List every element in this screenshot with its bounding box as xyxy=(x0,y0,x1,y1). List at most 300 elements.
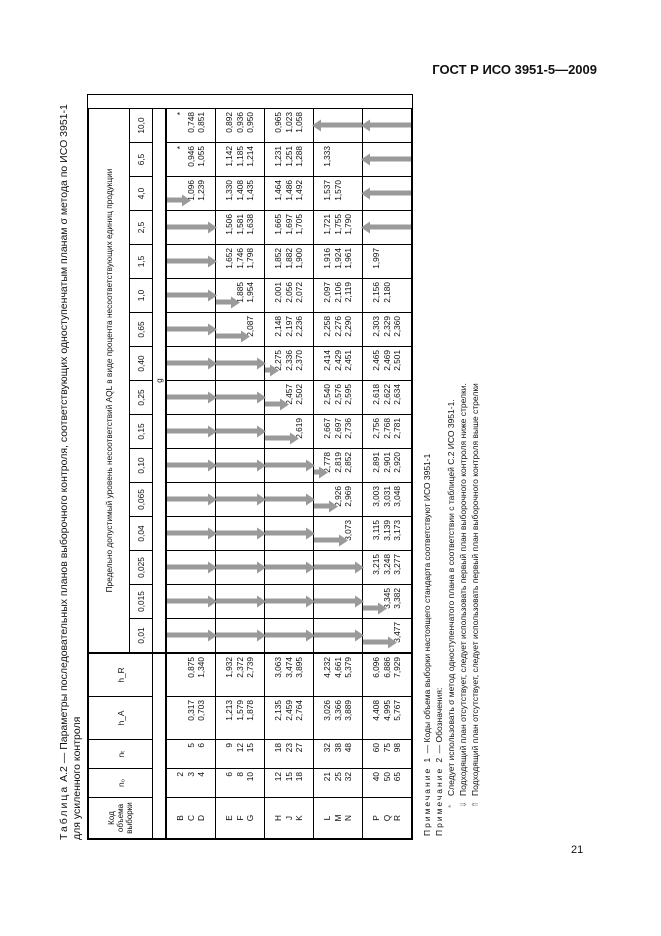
value: 7,929 xyxy=(392,657,403,678)
g-value xyxy=(382,248,393,250)
arrow-down-icon xyxy=(167,225,209,230)
cell-g xyxy=(265,347,314,381)
value: 65 xyxy=(392,772,403,782)
cell-hR xyxy=(265,653,314,697)
arrow-down-icon xyxy=(216,334,242,339)
cell-g xyxy=(314,245,363,279)
table-row xyxy=(166,109,216,839)
arrow-down-icon xyxy=(216,463,258,468)
g-value: 1,239 xyxy=(196,180,207,201)
table-row xyxy=(216,109,265,839)
cell-g xyxy=(166,483,216,517)
value: 5,767 xyxy=(392,700,403,721)
header-aql-level: 2,5 xyxy=(130,211,153,245)
value: 2,739 xyxy=(245,657,256,678)
cell-g xyxy=(363,109,412,143)
g-value: 2,451 xyxy=(343,350,354,371)
cell-g xyxy=(314,619,363,654)
arrow-up-icon xyxy=(320,123,362,128)
g-value xyxy=(343,146,354,148)
note2-text: — Обозначения: xyxy=(434,687,444,754)
g-value: 1,798 xyxy=(245,248,256,269)
g-value: 1,251 xyxy=(283,146,294,167)
cell-nt xyxy=(363,740,412,769)
g-value: 3,215 xyxy=(371,554,382,575)
value: 2,135 xyxy=(273,700,284,721)
arrow-up-icon xyxy=(369,157,411,162)
g-value xyxy=(273,418,284,420)
g-value: 2,329 xyxy=(381,316,392,337)
g-value: 3,477 xyxy=(392,622,403,643)
value: 1,932 xyxy=(224,657,235,678)
value: 3,063 xyxy=(273,657,284,678)
cell-g xyxy=(363,177,412,211)
value: P xyxy=(371,815,382,821)
value: 0,703 xyxy=(196,700,207,721)
g-value: 2,072 xyxy=(294,282,305,303)
g-value: 2,756 xyxy=(371,418,382,439)
header-ha: h_A xyxy=(89,697,153,740)
g-value: 1,924 xyxy=(332,248,343,269)
g-value: 1,492 xyxy=(294,180,305,201)
value: 25 xyxy=(332,772,343,782)
g-value: 1,330 xyxy=(224,180,235,201)
arrow-down-icon xyxy=(216,497,258,502)
footnote-asterisk xyxy=(445,88,457,836)
g-value: 2,697 xyxy=(332,418,343,439)
cell-g xyxy=(363,585,412,619)
cell-g xyxy=(265,211,314,245)
value: 27 xyxy=(294,743,305,753)
g-value: 2,540 xyxy=(322,384,333,405)
cell-g xyxy=(216,211,265,245)
g-value: 2,119 xyxy=(343,282,354,303)
cell-g xyxy=(166,143,216,177)
g-value: 2,106 xyxy=(332,282,343,303)
arrow-down-icon: ⇓ xyxy=(458,800,468,808)
cell-g xyxy=(166,211,216,245)
value: 15 xyxy=(245,743,256,753)
arrow-down-icon xyxy=(216,599,258,604)
arrow-down-icon xyxy=(167,293,209,298)
header-aql-level: 10,0 xyxy=(130,109,153,143)
g-value: 2,619 xyxy=(294,418,305,439)
g-value xyxy=(392,248,403,250)
cell-g xyxy=(166,551,216,585)
g-value xyxy=(224,282,235,284)
arrow-down-icon xyxy=(167,429,209,434)
cell-g xyxy=(166,177,216,211)
document-header: ГОСТ Р ИСО 3951-5—2009 xyxy=(432,62,597,77)
header-hr: h_R xyxy=(89,653,153,697)
g-value: 2,056 xyxy=(283,282,294,303)
cell-g xyxy=(166,517,216,551)
value: 48 xyxy=(343,743,354,753)
footnote-text: Следует использовать σ метод одноступенчатого плана в соответствии с таблицей С.2 ИСО 3951-1. xyxy=(446,399,456,796)
g-value: 2,768 xyxy=(381,418,392,439)
g-value: 1,231 xyxy=(273,146,284,167)
cell-g xyxy=(363,211,412,245)
arrow-down-icon xyxy=(167,327,209,332)
cell-g xyxy=(216,551,265,585)
g-value: 2,576 xyxy=(332,384,343,405)
g-value: 2,156 xyxy=(371,282,382,303)
arrow-down-icon xyxy=(314,599,356,604)
g-value xyxy=(273,384,284,386)
value: 75 xyxy=(381,743,392,753)
note1-text: — Коды объема выборки настоящего стандарта соответствуют ИСО 3951-1 xyxy=(422,453,432,754)
g-value: 3,277 xyxy=(392,554,403,575)
g-value: 1,214 xyxy=(245,146,256,167)
g-value: 2,819 xyxy=(332,452,343,473)
cell-g xyxy=(265,177,314,211)
g-value: 0,748 xyxy=(185,112,196,133)
header-nt: nₜ xyxy=(89,740,153,769)
g-value: 2,001 xyxy=(273,282,284,303)
parameters-table xyxy=(88,108,412,839)
cell-g xyxy=(216,313,265,347)
g-value: 2,429 xyxy=(332,350,343,371)
g-value: 2,236 xyxy=(294,316,305,337)
cell-g xyxy=(363,551,412,585)
g-value: 0,946 xyxy=(185,146,196,167)
cell-g xyxy=(314,313,363,347)
g-value: 0,965 xyxy=(273,112,284,133)
cell-g xyxy=(363,245,412,279)
cell-nt xyxy=(265,740,314,769)
value: Q xyxy=(381,814,392,822)
cell-g xyxy=(265,585,314,619)
cell-g xyxy=(265,143,314,177)
value: 1,878 xyxy=(245,700,256,721)
notes xyxy=(421,88,481,840)
g-value xyxy=(322,486,333,488)
cell-g xyxy=(363,313,412,347)
cell-hR xyxy=(363,653,412,697)
g-value: 1,882 xyxy=(283,248,294,269)
value: 4,661 xyxy=(332,657,343,678)
g-value xyxy=(371,588,382,590)
g-value: 3,173 xyxy=(392,520,403,541)
value: 18 xyxy=(294,772,305,782)
g-value: 1,333 xyxy=(322,146,333,167)
g-value: 0,936 xyxy=(234,112,245,133)
value: J xyxy=(283,815,294,821)
value: C xyxy=(185,815,196,821)
header-aql-level: 0,04 xyxy=(130,517,153,551)
table-row xyxy=(314,109,363,839)
cell-g xyxy=(314,585,363,619)
cell-g xyxy=(216,619,265,654)
cell-g xyxy=(265,483,314,517)
value: 40 xyxy=(371,772,382,782)
note2-label: Примечание 2 xyxy=(434,755,444,836)
cell-g xyxy=(216,585,265,619)
arrow-down-icon xyxy=(363,606,379,611)
g-value: 3,048 xyxy=(392,486,403,507)
value: 1,340 xyxy=(196,657,207,678)
arrow-down-icon xyxy=(216,300,232,305)
arrow-down-icon xyxy=(216,531,258,536)
g-value: 1,638 xyxy=(245,214,256,235)
value: 32 xyxy=(343,772,354,782)
footnote-text: Подходящий план отсутствует, следует использовать первый план выборочного контроля ниже стрелки. xyxy=(458,383,468,796)
g-value: 2,891 xyxy=(371,452,382,473)
g-value: 2,258 xyxy=(322,316,333,337)
cell-g xyxy=(216,381,265,415)
cell-g xyxy=(314,449,363,483)
g-value xyxy=(392,282,403,284)
g-value: 2,469 xyxy=(381,350,392,371)
arrow-down-icon xyxy=(216,361,258,366)
header-aql-level: 0,40 xyxy=(130,347,153,381)
value: 5 xyxy=(185,743,196,748)
g-value: 1,705 xyxy=(294,214,305,235)
cell-g xyxy=(314,381,363,415)
cell-g xyxy=(265,381,314,415)
value: 15 xyxy=(283,772,294,782)
cell-g xyxy=(314,415,363,449)
arrow-down-icon xyxy=(265,633,307,638)
g-value: 2,336 xyxy=(283,350,294,371)
cell-g xyxy=(216,483,265,517)
arrow-down-icon xyxy=(167,531,209,536)
g-value: 1,288 xyxy=(294,146,305,167)
g-value: 0,851 xyxy=(196,112,207,133)
header-aql-level: 6,5 xyxy=(130,143,153,177)
arrow-down-icon xyxy=(265,368,271,373)
table-row xyxy=(363,109,412,839)
cell-g xyxy=(314,211,363,245)
arrow-down-icon xyxy=(216,633,258,638)
cell-g xyxy=(216,449,265,483)
g-value: 3,031 xyxy=(381,486,392,507)
value xyxy=(175,743,186,745)
g-value xyxy=(322,520,333,522)
cell-g xyxy=(314,347,363,381)
g-value: 2,781 xyxy=(392,418,403,439)
value: 98 xyxy=(392,743,403,753)
cell-g xyxy=(166,279,216,313)
value: 2 xyxy=(175,772,186,777)
arrow-down-icon xyxy=(167,395,209,400)
arrow-down-icon xyxy=(167,198,183,203)
rotated-table-page xyxy=(58,88,588,840)
cell-g xyxy=(166,347,216,381)
cell-codes xyxy=(265,798,314,839)
value: 50 xyxy=(381,772,392,782)
value: 4 xyxy=(196,772,207,777)
g-value: 3,139 xyxy=(381,520,392,541)
cell-g xyxy=(216,143,265,177)
arrow-up-icon: ⇑ xyxy=(470,800,480,808)
g-value xyxy=(371,622,382,624)
value: 1,213 xyxy=(224,700,235,721)
arrow-down-icon xyxy=(314,504,330,509)
header-aql-level: 4,0 xyxy=(130,177,153,211)
cell-g xyxy=(216,347,265,381)
cell-g xyxy=(363,381,412,415)
value: 4,408 xyxy=(371,700,382,721)
arrow-down-icon xyxy=(216,565,258,570)
cell-g xyxy=(216,415,265,449)
value: E xyxy=(224,815,235,821)
value: N xyxy=(343,815,354,821)
arrow-down-icon xyxy=(167,259,209,264)
cell-g xyxy=(166,109,216,143)
g-value: 2,667 xyxy=(322,418,333,439)
g-value: 2,360 xyxy=(392,316,403,337)
cell-nt xyxy=(314,740,363,769)
value: 3 xyxy=(185,772,196,777)
g-value xyxy=(224,316,235,318)
cell-n0 xyxy=(216,769,265,798)
arrow-down-icon xyxy=(216,429,258,434)
g-value: 2,920 xyxy=(392,452,403,473)
g-value: 1,486 xyxy=(283,180,294,201)
cell-hR xyxy=(314,653,363,697)
header-aql-level: 0,025 xyxy=(130,551,153,585)
g-value: 1,058 xyxy=(294,112,305,133)
g-value: 2,969 xyxy=(343,486,354,507)
caption-prefix: Таблица xyxy=(58,784,70,840)
g-value: 1,746 xyxy=(234,248,245,269)
footnote-down-arrow xyxy=(457,88,469,836)
cell-n0 xyxy=(363,769,412,798)
caption-text: A.2 — Параметры последовательных планов выборочного контроля, соответствующих одноступенчатым планам σ метода по ИСО 3951-1 для усиленного контроля xyxy=(58,104,83,840)
value: 5,379 xyxy=(343,657,354,678)
cell-g xyxy=(166,245,216,279)
cell-g xyxy=(314,143,363,177)
arrow-down-icon xyxy=(167,633,209,638)
g-value: 3,382 xyxy=(392,588,403,609)
g-value: 2,852 xyxy=(343,452,354,473)
cell-g xyxy=(363,415,412,449)
g-value: 1,581 xyxy=(234,214,245,235)
value: H xyxy=(273,815,284,821)
footnote-text: Подходящий план отсутствует, следует использовать первый план выборочного контроля выше стрелки xyxy=(470,383,480,796)
g-value: 2,197 xyxy=(283,316,294,337)
arrow-down-icon xyxy=(167,565,209,570)
g-value: 1,537 xyxy=(322,180,333,201)
header-aql-level: 0,015 xyxy=(130,585,153,619)
g-value: 1,185 xyxy=(234,146,245,167)
value xyxy=(175,700,186,702)
value: 3,026 xyxy=(322,700,333,721)
cell-g xyxy=(363,619,412,654)
value: 4,232 xyxy=(322,657,333,678)
value: 3,474 xyxy=(283,657,294,678)
arrow-up-icon xyxy=(369,225,411,230)
g-value: 1,961 xyxy=(343,248,354,269)
arrow-down-icon xyxy=(265,497,307,502)
g-value: 1,096 xyxy=(185,180,196,201)
header-g: g xyxy=(153,109,167,654)
g-value: 1,755 xyxy=(332,214,343,235)
g-value: * xyxy=(175,146,186,150)
value: 38 xyxy=(332,743,343,753)
cell-hA xyxy=(265,697,314,740)
g-value: 1,852 xyxy=(273,248,284,269)
g-value: 2,901 xyxy=(381,452,392,473)
cell-g xyxy=(314,517,363,551)
cell-g xyxy=(216,517,265,551)
cell-n0 xyxy=(265,769,314,798)
arrow-down-icon xyxy=(265,402,281,407)
g-value: 1,916 xyxy=(322,248,333,269)
cell-g xyxy=(166,381,216,415)
header-aql-level: 0,15 xyxy=(130,415,153,449)
cell-hA xyxy=(363,697,412,740)
g-value: 2,097 xyxy=(322,282,333,303)
table-frame xyxy=(87,94,413,840)
g-value: 3,115 xyxy=(371,520,382,541)
cell-g xyxy=(314,551,363,585)
g-value: 0,950 xyxy=(245,112,256,133)
g-value: 1,652 xyxy=(224,248,235,269)
value: 1,579 xyxy=(234,700,245,721)
header-aql-level: 1,0 xyxy=(130,279,153,313)
cell-n0 xyxy=(314,769,363,798)
g-value: 2,276 xyxy=(332,316,343,337)
value: 0,875 xyxy=(185,657,196,678)
g-value: 2,501 xyxy=(392,350,403,371)
g-value xyxy=(284,418,295,420)
cell-g xyxy=(216,245,265,279)
g-value: 1,464 xyxy=(273,180,284,201)
g-value xyxy=(333,520,344,522)
cell-codes xyxy=(216,798,265,839)
value: D xyxy=(196,815,207,821)
cell-codes xyxy=(166,798,216,839)
cell-g xyxy=(166,619,216,654)
arrow-down-icon xyxy=(314,633,356,638)
g-value: 2,502 xyxy=(294,384,305,405)
value: 8 xyxy=(234,772,245,777)
cell-g xyxy=(265,517,314,551)
g-value: 1,997 xyxy=(371,248,382,269)
cell-hR xyxy=(216,653,265,697)
g-value: 1,570 xyxy=(332,180,343,201)
value: 2,764 xyxy=(294,700,305,721)
value: 12 xyxy=(273,772,284,782)
cell-g xyxy=(363,143,412,177)
cell-g xyxy=(265,449,314,483)
g-value xyxy=(333,146,344,148)
cell-g xyxy=(314,483,363,517)
value: G xyxy=(245,814,256,822)
cell-g xyxy=(265,415,314,449)
arrow-down-icon xyxy=(265,531,307,536)
value: B xyxy=(175,815,186,821)
g-value: 2,926 xyxy=(332,486,343,507)
arrow-down-icon xyxy=(167,497,209,502)
header-aql-title: Предельно допустимый уровень несоответствий AQL в виде процента несоответствующих единиц продукции xyxy=(89,109,130,654)
table-caption xyxy=(58,100,84,840)
arrow-down-icon xyxy=(216,395,258,400)
g-value: 1,697 xyxy=(283,214,294,235)
arrow-down-icon xyxy=(167,463,209,468)
header-aql-level: 1,5 xyxy=(130,245,153,279)
arrow-down-icon xyxy=(265,565,307,570)
cell-g xyxy=(166,585,216,619)
g-value: 2,087 xyxy=(245,316,256,337)
g-value: 2,618 xyxy=(371,384,382,405)
arrow-down-icon xyxy=(265,599,307,604)
g-value: 1,900 xyxy=(294,248,305,269)
value: 23 xyxy=(283,743,294,753)
g-value: 2,370 xyxy=(294,350,305,371)
